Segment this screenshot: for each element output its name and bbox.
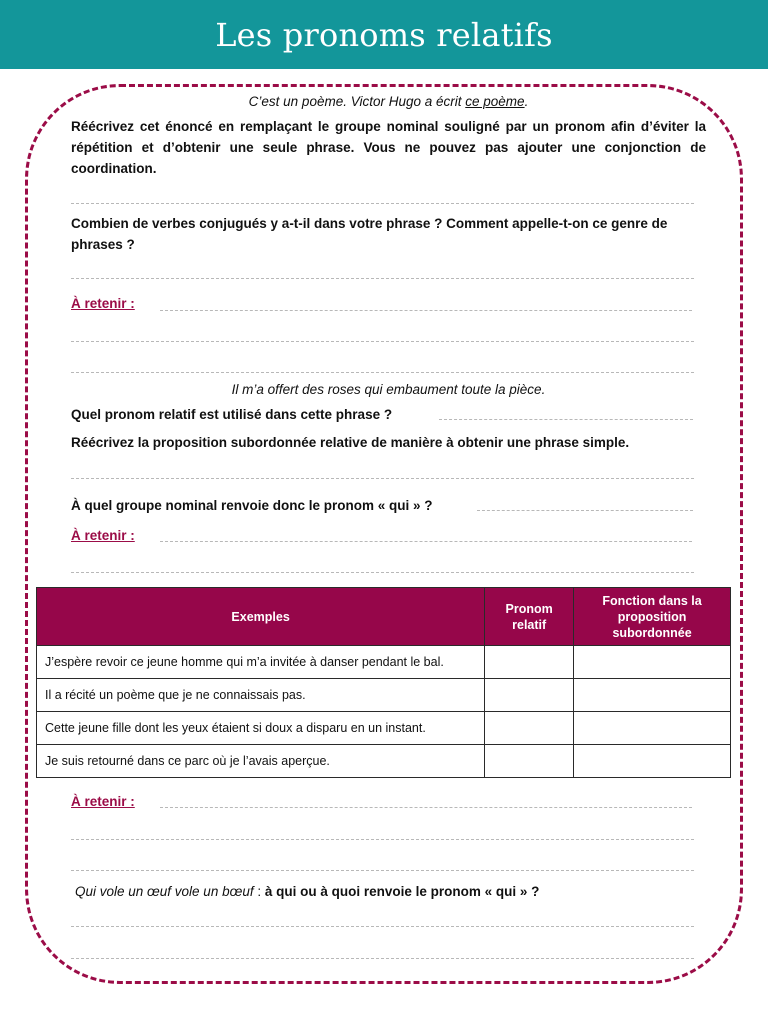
- answer-line[interactable]: [71, 372, 694, 373]
- table-row: [37, 712, 731, 745]
- example-sentence-2: Il m’a offert des roses qui embaument toute la pièce.: [231, 382, 546, 397]
- header-pronoun: Pronom relatif: [485, 588, 574, 646]
- underlined-group: ce poème: [465, 94, 525, 109]
- table-row: [37, 745, 731, 778]
- sentence-1-suffix: .: [524, 94, 529, 109]
- function-answer-cell[interactable]: [574, 679, 731, 712]
- proverb-separator: :: [253, 884, 265, 899]
- proverb: Qui vole un œuf vole un bœuf: [75, 884, 254, 899]
- function-answer-cell[interactable]: [574, 745, 731, 778]
- answer-line[interactable]: [71, 278, 694, 279]
- header-function: Fonction dans la proposition subordonnée: [574, 588, 731, 646]
- table-row: [37, 646, 731, 679]
- answer-line[interactable]: [439, 419, 693, 420]
- question-3: à qui ou à quoi renvoie le pronom « qui » ?: [264, 884, 540, 899]
- answer-line[interactable]: [71, 572, 694, 573]
- example-cell: Il a récité un poème que je ne connaissais pas.: [37, 679, 485, 712]
- answer-line[interactable]: [160, 807, 692, 808]
- instruction-1: Réécrivez cet énoncé en remplaçant le groupe nominal souligné par un pronom afin d’éviter la répétition et d’obtenir une seule phrase. Vous ne pouvez pas ajouter une conjonction de coordination.: [71, 119, 706, 176]
- page-title: Les pronoms relatifs: [215, 15, 553, 54]
- pronoun-answer-cell[interactable]: [485, 745, 574, 778]
- answer-line[interactable]: [160, 310, 692, 311]
- proverb-question: [75, 881, 539, 902]
- answer-line[interactable]: [71, 870, 694, 871]
- retenir-label-3: À retenir :: [71, 794, 135, 809]
- retenir-label-1: À retenir :: [71, 296, 135, 311]
- title-banner: [0, 0, 768, 69]
- example-cell: J’espère revoir ce jeune homme qui m’a invitée à danser pendant le bal.: [37, 646, 485, 679]
- sentence-1-prefix: C’est un poème. Victor Hugo a écrit: [248, 94, 466, 109]
- example-cell: Je suis retourné dans ce parc où je l’avais aperçue.: [37, 745, 485, 778]
- function-answer-cell[interactable]: [574, 646, 731, 679]
- header-examples: Exemples: [37, 588, 485, 646]
- retenir-label-2: À retenir :: [71, 528, 135, 543]
- relative-pronoun-table: [36, 587, 731, 778]
- answer-line[interactable]: [71, 958, 694, 959]
- question-2a: Quel pronom relatif est utilisé dans cette phrase ?: [71, 407, 393, 422]
- table-header-row: [37, 588, 731, 646]
- answer-line[interactable]: [71, 926, 694, 927]
- answer-line[interactable]: [160, 541, 692, 542]
- pronoun-answer-cell[interactable]: [485, 646, 574, 679]
- answer-line[interactable]: [71, 478, 694, 479]
- question-2c: À quel groupe nominal renvoie donc le pronom « qui » ?: [71, 498, 433, 513]
- answer-line[interactable]: [71, 839, 694, 840]
- pronoun-answer-cell[interactable]: [485, 679, 574, 712]
- function-answer-cell[interactable]: [574, 712, 731, 745]
- table-row: [37, 679, 731, 712]
- example-sentence-1: [71, 91, 706, 112]
- pronoun-answer-cell[interactable]: [485, 712, 574, 745]
- answer-line[interactable]: [71, 341, 694, 342]
- question-1: Combien de verbes conjugués y a-t-il dans votre phrase ? Comment appelle-t-on ce genre de phrases ?: [71, 216, 668, 252]
- question-2b: Réécrivez la proposition subordonnée relative de manière à obtenir une phrase simple.: [71, 435, 630, 450]
- answer-line[interactable]: [477, 510, 693, 511]
- example-cell: Cette jeune fille dont les yeux étaient si doux a disparu en un instant.: [37, 712, 485, 745]
- answer-line[interactable]: [71, 203, 694, 204]
